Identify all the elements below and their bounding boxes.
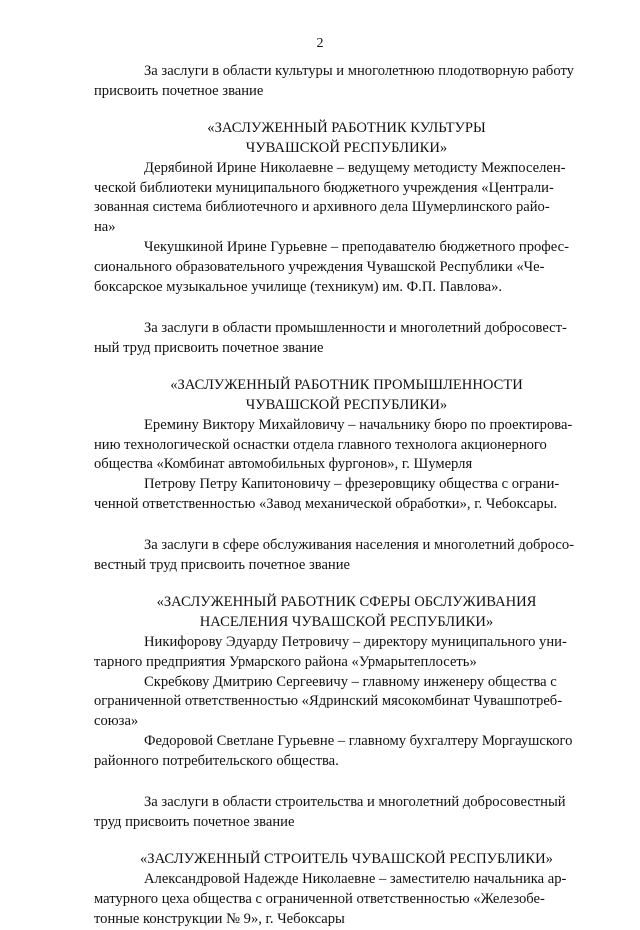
- award-title: «ЗАСЛУЖЕННЫЙ РАБОТНИК СФЕРЫ ОБСЛУЖИВАНИЯ НАСЕЛЕНИЯ ЧУВАШСКОЙ РЕСПУБЛИКИ»: [156, 593, 537, 630]
- award-title: «ЗАСЛУЖЕННЫЙ РАБОТНИК КУЛЬТУРЫ ЧУВАШСКОЙ РЕСПУБЛИКИ»: [207, 119, 486, 156]
- awardee-entry: Чекушкиной Ирине Гурьевне – преподавателю бюджетного профес- сионального образовательного учреждения Чувашской Республики «Че- боксарское музыкальное училище (техникум) им. Ф.П. Павлова».: [94, 239, 569, 296]
- award-title: «ЗАСЛУЖЕННЫЙ РАБОТНИК ПРОМЫШЛЕННОСТИ ЧУВАШСКОЙ РЕСПУБЛИКИ»: [170, 376, 523, 413]
- award-title: «ЗАСЛУЖЕННЫЙ СТРОИТЕЛЬ ЧУВАШСКОЙ РЕСПУБЛИКИ»: [140, 850, 553, 867]
- section-intro: За заслуги в области строительства и многолетний добросовестный труд присвоить почетное звание: [94, 794, 566, 830]
- section-intro: За заслуги в области промышленности и многолетний добросовест- ный труд присвоить почетное звание: [94, 319, 567, 356]
- document-body: [94, 62, 599, 930]
- section-intro: За заслуги в сфере обслуживания населения и многолетний добросо- вестный труд присвоить почетное звание: [94, 537, 575, 574]
- awardee-entry: Скребкову Дмитрию Сергеевичу – главному инженеру общества с ограниченной ответственностью «Ядринский мясокомбинат Чувашпотреб- союза»: [94, 673, 563, 730]
- page-number: 2: [316, 36, 324, 51]
- awardee-entry: Никифорову Эдуарду Петровичу – директору муниципального уни- тарного предприятия Урмарского района «Урмарытеплосеть»: [94, 633, 567, 670]
- section-intro: За заслуги в области культуры и многолетнюю плодотворную работу присвоить почетное звание: [94, 63, 574, 99]
- awardee-entry: Александровой Надежде Николаевне – заместителю начальника ар- матурного цеха общества с ограниченной ответственностью «Железобе- тонные конструкции № 9», г. Чебоксары: [94, 870, 567, 927]
- awardee-entry: Еремину Виктору Михайловичу – начальнику бюро по проектирова- нию технологической оснастки отдела главного технолога акционерного общества «Комбинат автомобильных фургонов», г. Шумерля: [94, 416, 573, 473]
- awardee-entry: Петрову Петру Капитоновичу – фрезеровщику общества с ограни- ченной ответственностью «Завод механической обработки», г. Чебоксары.: [94, 476, 560, 513]
- awardee-entry: Федоровой Светлане Гурьевне – главному бухгалтеру Моргаушского районного потребительского общества.: [94, 733, 573, 770]
- awardee-entry: Дерябиной Ирине Николаевне – ведущему методисту Межпоселен- ческой библиотеки муниципального бюджетного учреждения «Централи- зованная система библиотечного и архивного дела Шумерлинского райо- на»: [94, 159, 566, 236]
